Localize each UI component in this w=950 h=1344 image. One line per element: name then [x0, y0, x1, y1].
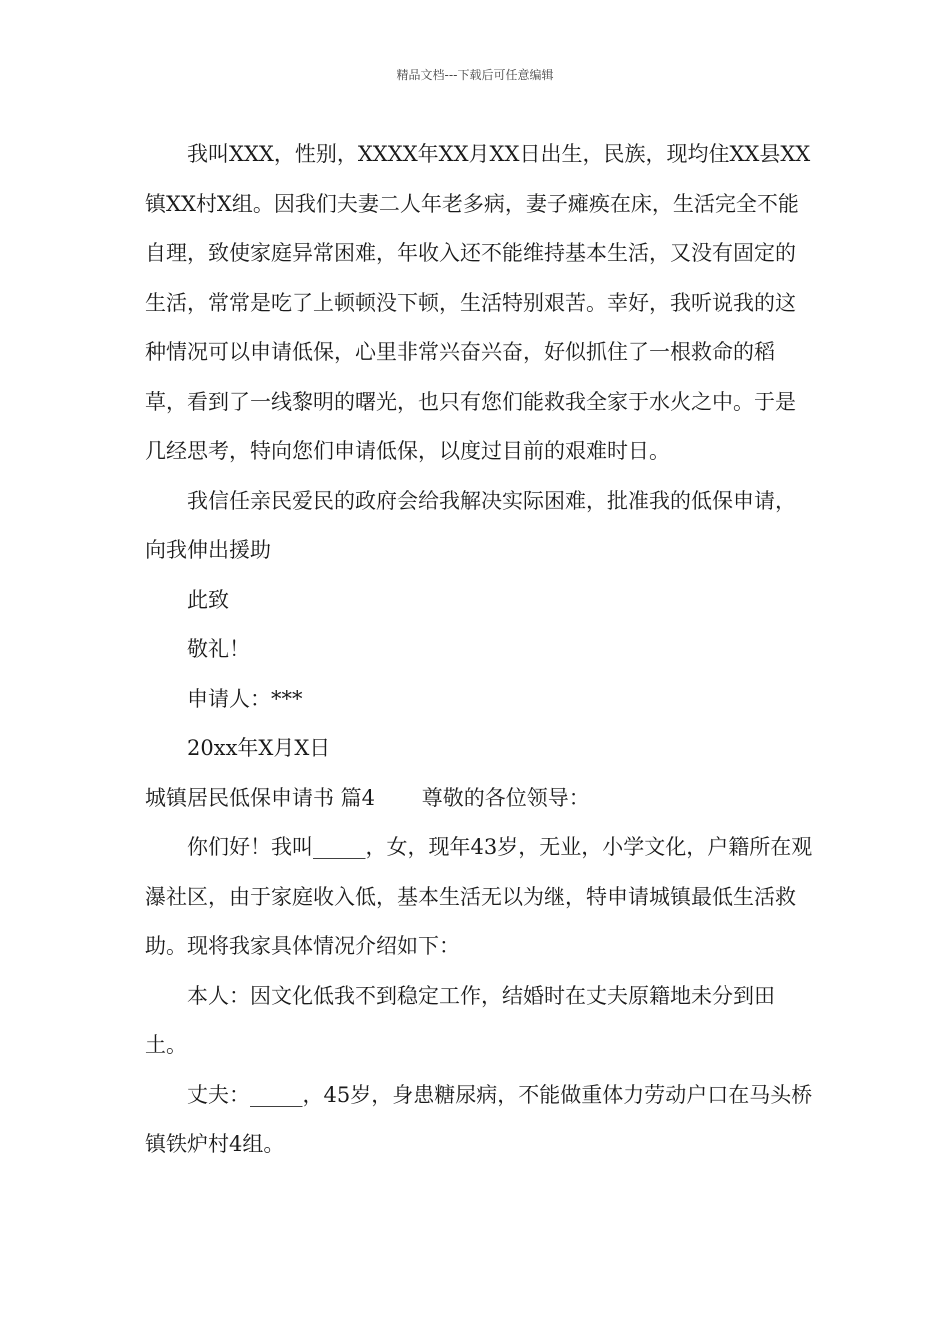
closing-line-2: 敬礼！ — [187, 637, 250, 661]
applicant-signature: 申请人：*** — [187, 686, 303, 711]
paragraph-3: 你们好！我叫_____，女，现年43岁，无业，小学文化，户籍所在观瀑社区，由于家庭收入低，基本生活无以为继，特申请城镇最低生活救助。现将我家具体情况介绍如下： — [145, 835, 813, 958]
section-title: 城镇居民低保申请书 篇4 尊敬的各位领导： — [145, 785, 590, 810]
letter-date: 20xx年X月X日 — [187, 736, 331, 760]
paragraph-4: 本人：因文化低我不到稳定工作，结婚时在丈夫原籍地未分到田土。 — [145, 983, 775, 1057]
page-header: 精品文档---下载后可任意编辑 — [396, 68, 554, 82]
paragraph-1: 我叫XXX，性别，XXXX年XX月XX日出生，民族，现均住XX县XX镇XX村X组。因我们夫妻二人年老多病，妻子瘫痪在床，生活完全不能自理，致使家庭异常困难，年收入还不能维持基本生活，又没有固定的生活，常常是吃了上顿顿没下顿，生活特别艰苦。幸好，我听说我的这种情况可以申请低保，心里非常兴奋兴奋，好似抓住了一根救命的稻草，看到了一线黎明的曙光，也只有您们能救我全家于水火之中。于是几经思考，特向您们申请低保，以度过目前的艰难时日。 — [145, 142, 811, 463]
document-body — [145, 130, 815, 1170]
closing-line-1: 此致 — [187, 587, 229, 612]
paragraph-5: 丈夫：_____，45岁，身患糖尿病，不能做重体力劳动户口在马头桥镇铁炉村4组。 — [145, 1082, 813, 1156]
paragraph-2: 我信任亲民爱民的政府会给我解决实际困难，批准我的低保申请，向我伸出援助 — [145, 488, 796, 562]
